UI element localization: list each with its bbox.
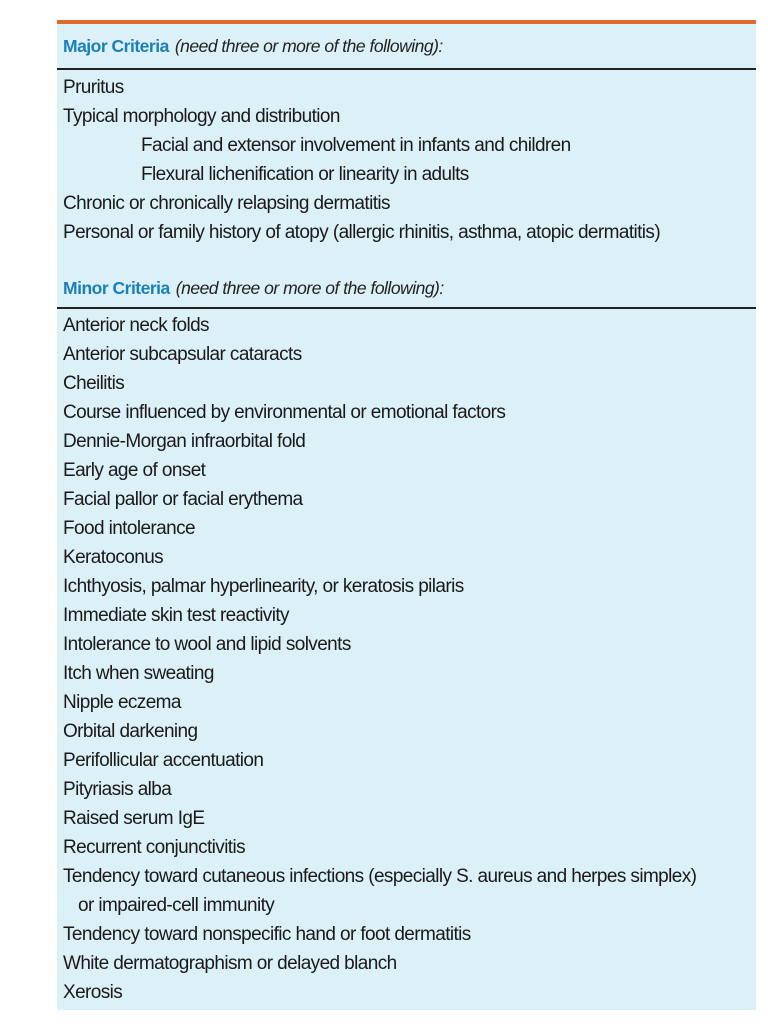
list-item: Food intolerance	[63, 518, 195, 539]
list-item: Tendency toward nonspecific hand or foot dermatitis	[63, 924, 471, 945]
list-item-text: Tendency toward cutaneous infections (especially S. aureus and herpes simplex)	[63, 866, 697, 887]
major-criteria-list	[57, 70, 756, 247]
list-item: Facial pallor or facial erythema	[63, 489, 303, 510]
list-item: Perifollicular accentuation	[63, 750, 264, 771]
list-item: Anterior neck folds	[63, 315, 209, 336]
list-item: Intolerance to wool and lipid solvents	[63, 634, 351, 655]
list-item: Facial and extensor involvement in infants and children	[141, 135, 571, 156]
minor-criteria-note: (need three or more of the following):	[175, 277, 444, 298]
list-item-continuation: or impaired-cell immunity	[78, 895, 275, 916]
major-criteria-header	[57, 24, 756, 70]
list-item: Ichthyosis, palmar hyperlinearity, or keratosis pilaris	[63, 576, 464, 597]
list-item: Nipple eczema	[63, 692, 181, 713]
list-item: Early age of onset	[63, 460, 206, 481]
list-item: Dennie-Morgan infraorbital fold	[63, 431, 306, 452]
minor-criteria-list	[57, 309, 756, 1007]
major-criteria-title: Major Criteria	[63, 35, 169, 56]
list-item: Anterior subcapsular cataracts	[63, 344, 302, 365]
list-item: Pityriasis alba	[63, 779, 172, 800]
list-item: Personal or family history of atopy (allergic rhinitis, asthma, atopic dermatitis)	[63, 222, 661, 243]
list-item: Typical morphology and distribution	[63, 106, 340, 127]
list-item: Chronic or chronically relapsing dermatitis	[63, 193, 390, 214]
list-item: Orbital darkening	[63, 721, 198, 742]
minor-criteria-header	[57, 269, 756, 309]
list-item: Immediate skin test reactivity	[63, 605, 289, 626]
list-item: Flexural lichenification or linearity in adults	[141, 164, 469, 185]
list-item	[63, 862, 756, 920]
list-item: Keratoconus	[63, 547, 164, 568]
list-item: Course influenced by environmental or emotional factors	[63, 402, 506, 423]
list-item: Cheilitis	[63, 373, 125, 394]
list-item: Raised serum IgE	[63, 808, 205, 829]
list-item: Xerosis	[63, 982, 123, 1003]
list-item: Pruritus	[63, 77, 124, 98]
list-item: Itch when sweating	[63, 663, 214, 684]
major-criteria-note: (need three or more of the following):	[174, 35, 443, 56]
section-gap	[57, 247, 756, 269]
criteria-table	[57, 20, 756, 1010]
list-item: Recurrent conjunctivitis	[63, 837, 246, 858]
minor-criteria-title: Minor Criteria	[63, 277, 170, 298]
list-item: White dermatographism or delayed blanch	[63, 953, 397, 974]
